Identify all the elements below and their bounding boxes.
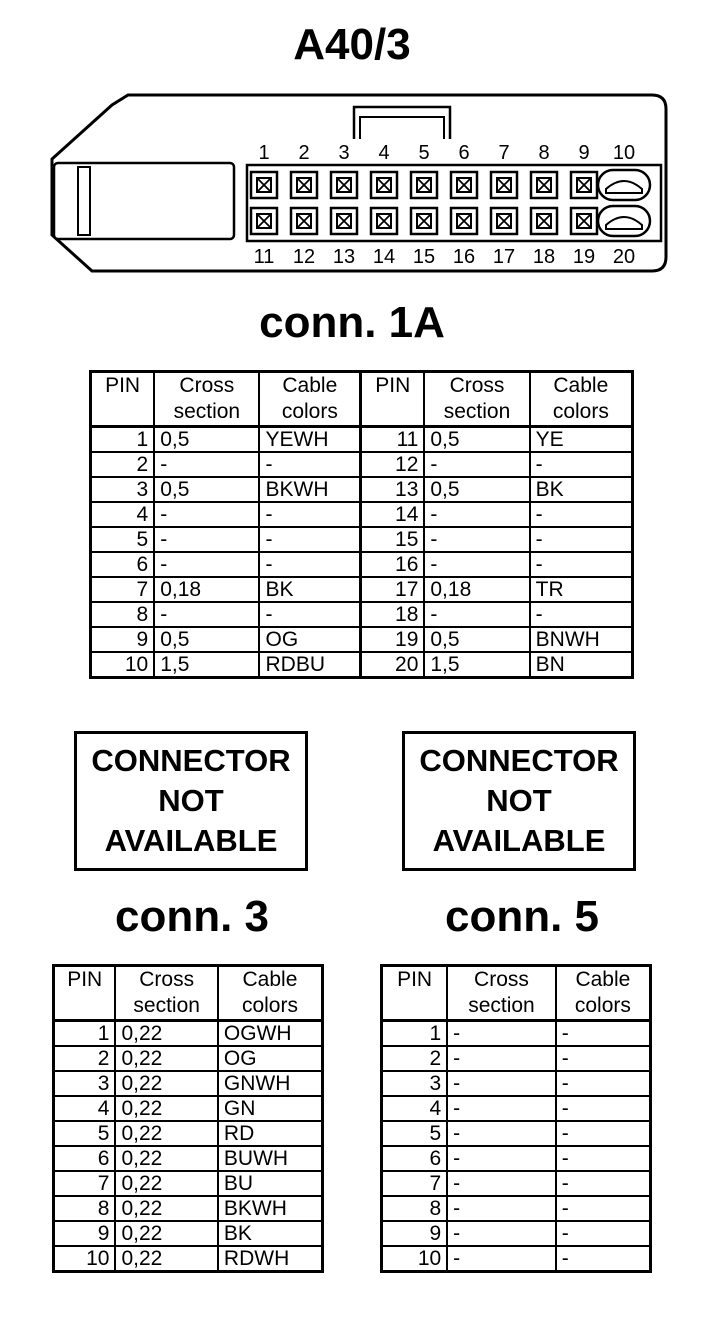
column-header: Cross section [424, 372, 529, 427]
table-cell: 9 [382, 1221, 448, 1246]
conn-5-table [380, 964, 652, 1273]
table-cell: 2 [91, 452, 155, 477]
table-cell: - [447, 1146, 556, 1171]
latch-tab [78, 167, 90, 235]
table-row [54, 1046, 323, 1071]
table-cell: 0,22 [115, 1146, 217, 1171]
column-header: Cross section [447, 966, 556, 1021]
conn-1a-title: conn. 1A [259, 298, 445, 347]
table-cell: GNWH [218, 1071, 323, 1096]
table-cell: 12 [361, 452, 425, 477]
pin-label: 4 [378, 142, 390, 164]
table-cell: RDWH [218, 1246, 323, 1272]
table-row [382, 1121, 651, 1146]
table-row [91, 627, 633, 652]
table-cell: - [530, 602, 633, 627]
pin-cell [411, 208, 437, 234]
table-cell: 6 [382, 1146, 448, 1171]
table-cell: 0,22 [115, 1196, 217, 1221]
conn-3-table [52, 964, 324, 1273]
table-cell: YEWH [259, 427, 360, 453]
not-available-label: CONNECTOR NOT AVAILABLE [419, 743, 619, 858]
table-cell: 6 [91, 552, 155, 577]
pin-label: 20 [612, 246, 636, 268]
column-header: PIN [382, 966, 448, 1021]
conn-1a-table [89, 370, 634, 679]
table-row [91, 602, 633, 627]
table-row [91, 477, 633, 502]
table-row [91, 527, 633, 552]
table-row [54, 1246, 323, 1272]
table-cell: TR [530, 577, 633, 602]
table-row [54, 1171, 323, 1196]
table-cell: - [259, 552, 360, 577]
pin-label: 17 [492, 246, 516, 268]
table-row [382, 1221, 651, 1246]
table-cell: BU [218, 1171, 323, 1196]
table-cell: - [556, 1121, 651, 1146]
table-cell: - [556, 1146, 651, 1171]
table-cell: BK [218, 1221, 323, 1246]
table-cell: - [447, 1071, 556, 1096]
table-cell: 10 [382, 1246, 448, 1272]
table-cell: - [424, 552, 529, 577]
pin-label: 16 [452, 246, 476, 268]
table-cell: BKWH [218, 1196, 323, 1221]
table-cell: - [154, 552, 259, 577]
table-cell: 3 [54, 1071, 116, 1096]
table-cell: - [424, 502, 529, 527]
conn-3-title: conn. 3 [114, 892, 270, 941]
table-cell: 1 [382, 1021, 448, 1047]
table-cell: 0,22 [115, 1246, 217, 1272]
table-cell: - [556, 1221, 651, 1246]
power-pin-cell [598, 170, 650, 200]
pin-label: 9 [578, 142, 590, 164]
table-cell: 5 [54, 1121, 116, 1146]
pin-cell [331, 208, 357, 234]
table-cell: 0,5 [424, 477, 529, 502]
table-cell: 7 [382, 1171, 448, 1196]
not-available-label: CONNECTOR NOT AVAILABLE [91, 743, 291, 858]
pin-label: 8 [538, 142, 550, 164]
table-cell: 5 [91, 527, 155, 552]
table-cell: 0,22 [115, 1121, 217, 1146]
table-cell: GN [218, 1096, 323, 1121]
table-cell: - [447, 1196, 556, 1221]
pin-cell [291, 208, 317, 234]
pin-cell [571, 208, 597, 234]
table-cell: 7 [91, 577, 155, 602]
table-cell: 10 [54, 1246, 116, 1272]
table-cell: - [556, 1246, 651, 1272]
pin-label: 7 [498, 142, 510, 164]
table-cell: 13 [361, 477, 425, 502]
table-cell: BKWH [259, 477, 360, 502]
table-cell: - [556, 1096, 651, 1121]
power-pin-cell [598, 206, 650, 236]
conn-5-title: conn. 5 [444, 892, 600, 941]
table-cell: 0,18 [424, 577, 529, 602]
table-cell: 11 [361, 427, 425, 453]
table-cell: 10 [91, 652, 155, 678]
pin-cell [371, 208, 397, 234]
table-cell: 1,5 [424, 652, 529, 678]
pin-cell [291, 172, 317, 198]
table-row [54, 1121, 323, 1146]
table-row [91, 577, 633, 602]
pin-cell [251, 208, 277, 234]
table-row [54, 1221, 323, 1246]
pin-label: 18 [532, 246, 556, 268]
table-cell: 0,22 [115, 1046, 217, 1071]
pin-label: 5 [418, 142, 430, 164]
table-row [382, 1246, 651, 1272]
table-row [382, 1096, 651, 1121]
column-header: Cable colors [259, 372, 360, 427]
table-cell: BK [259, 577, 360, 602]
table-cell: - [154, 602, 259, 627]
pin-cell [491, 172, 517, 198]
table-cell: - [556, 1021, 651, 1047]
column-header: Cable colors [556, 966, 651, 1021]
table-row [382, 1071, 651, 1096]
table-cell: - [447, 1046, 556, 1071]
table-cell: 0,22 [115, 1021, 217, 1047]
table-cell: - [556, 1071, 651, 1096]
table-cell: 0,5 [424, 627, 529, 652]
table-cell: - [424, 527, 529, 552]
pin-cell [251, 172, 277, 198]
table-cell: OG [218, 1046, 323, 1071]
table-cell: - [530, 552, 633, 577]
table-cell: - [259, 527, 360, 552]
pin-label: 19 [572, 246, 596, 268]
table-cell: - [447, 1021, 556, 1047]
table-row [91, 502, 633, 527]
table-cell: 3 [91, 477, 155, 502]
table-cell: 0,22 [115, 1221, 217, 1246]
table-cell: 17 [361, 577, 425, 602]
table-cell: - [447, 1171, 556, 1196]
pin-label: 1 [258, 142, 270, 164]
pin-label: 11 [253, 246, 275, 268]
column-header: PIN [54, 966, 116, 1021]
table-cell: 19 [361, 627, 425, 652]
table-cell: 0,5 [154, 627, 259, 652]
table-cell: OGWH [218, 1021, 323, 1047]
table-row [54, 1071, 323, 1096]
table-row [91, 452, 633, 477]
table-cell: YE [530, 427, 633, 453]
pin-cell [531, 208, 557, 234]
column-header: Cross section [115, 966, 217, 1021]
column-header: PIN [91, 372, 155, 427]
pin-label: 13 [332, 246, 356, 268]
table-cell: 8 [54, 1196, 116, 1221]
table-cell: - [424, 452, 529, 477]
pin-label: 6 [458, 142, 470, 164]
pin-label: 3 [338, 142, 350, 164]
table-cell: 1,5 [154, 652, 259, 678]
conn-3-not-available [74, 731, 308, 871]
table-cell: - [530, 527, 633, 552]
table-cell: 0,5 [154, 477, 259, 502]
table-row [382, 1196, 651, 1221]
table-cell: 4 [54, 1096, 116, 1121]
table-cell: - [556, 1196, 651, 1221]
table-cell: 8 [91, 602, 155, 627]
table-cell: 14 [361, 502, 425, 527]
table-row [91, 552, 633, 577]
table-cell: - [556, 1171, 651, 1196]
pin-label: 10 [612, 142, 636, 164]
page-title: A40/3 [293, 20, 411, 69]
table-cell: 0,5 [424, 427, 529, 453]
pin-label: 12 [292, 246, 316, 268]
column-header: Cable colors [530, 372, 633, 427]
table-cell: BUWH [218, 1146, 323, 1171]
table-cell: - [259, 602, 360, 627]
table-cell: 15 [361, 527, 425, 552]
table-cell: 4 [91, 502, 155, 527]
table-cell: BN [530, 652, 633, 678]
table-row [382, 1021, 651, 1047]
table-row [382, 1146, 651, 1171]
table-cell: - [530, 452, 633, 477]
table-cell: - [530, 502, 633, 527]
table-cell: 0,22 [115, 1071, 217, 1096]
table-cell: 0,22 [115, 1171, 217, 1196]
pin-cell [331, 172, 357, 198]
table-cell: 0,5 [154, 427, 259, 453]
table-cell: 5 [382, 1121, 448, 1146]
table-cell: - [424, 602, 529, 627]
table-row [54, 1146, 323, 1171]
table-cell: - [447, 1121, 556, 1146]
table-cell: RD [218, 1121, 323, 1146]
column-header: Cross section [154, 372, 259, 427]
pin-label: 15 [412, 246, 436, 268]
column-header: PIN [361, 372, 425, 427]
pin-cell [411, 172, 437, 198]
table-row [54, 1021, 323, 1047]
pin-cell [531, 172, 557, 198]
pin-label: 14 [372, 246, 396, 268]
column-header: Cable colors [218, 966, 323, 1021]
pin-cell [371, 172, 397, 198]
pin-cell [451, 172, 477, 198]
table-cell: 16 [361, 552, 425, 577]
table-cell: - [556, 1046, 651, 1071]
table-cell: 9 [54, 1221, 116, 1246]
conn-5-not-available [402, 731, 636, 871]
connector-diagram [48, 93, 672, 275]
table-cell: BNWH [530, 627, 633, 652]
table-row [54, 1096, 323, 1121]
table-cell: 1 [91, 427, 155, 453]
table-cell: 9 [91, 627, 155, 652]
table-cell: 2 [54, 1046, 116, 1071]
table-cell: 8 [382, 1196, 448, 1221]
table-cell: 2 [382, 1046, 448, 1071]
table-cell: 7 [54, 1171, 116, 1196]
table-cell: - [259, 452, 360, 477]
table-cell: - [447, 1221, 556, 1246]
table-row [382, 1046, 651, 1071]
table-cell: 6 [54, 1146, 116, 1171]
table-cell: 1 [54, 1021, 116, 1047]
table-cell: RDBU [259, 652, 360, 678]
table-cell: - [154, 452, 259, 477]
table-cell: 0,22 [115, 1096, 217, 1121]
table-cell: BK [530, 477, 633, 502]
table-cell: OG [259, 627, 360, 652]
pin-label: 2 [298, 142, 310, 164]
table-cell: - [154, 502, 259, 527]
pin-cell [451, 208, 477, 234]
table-cell: 3 [382, 1071, 448, 1096]
table-cell: - [447, 1096, 556, 1121]
table-cell: 0,18 [154, 577, 259, 602]
table-row [54, 1196, 323, 1221]
table-cell: - [259, 502, 360, 527]
table-row [91, 652, 633, 678]
pin-cell [491, 208, 517, 234]
pin-cell [571, 172, 597, 198]
table-cell: - [447, 1246, 556, 1272]
table-cell: 18 [361, 602, 425, 627]
table-cell: 4 [382, 1096, 448, 1121]
table-cell: - [154, 527, 259, 552]
table-row [91, 427, 633, 453]
table-row [382, 1171, 651, 1196]
table-cell: 20 [361, 652, 425, 678]
